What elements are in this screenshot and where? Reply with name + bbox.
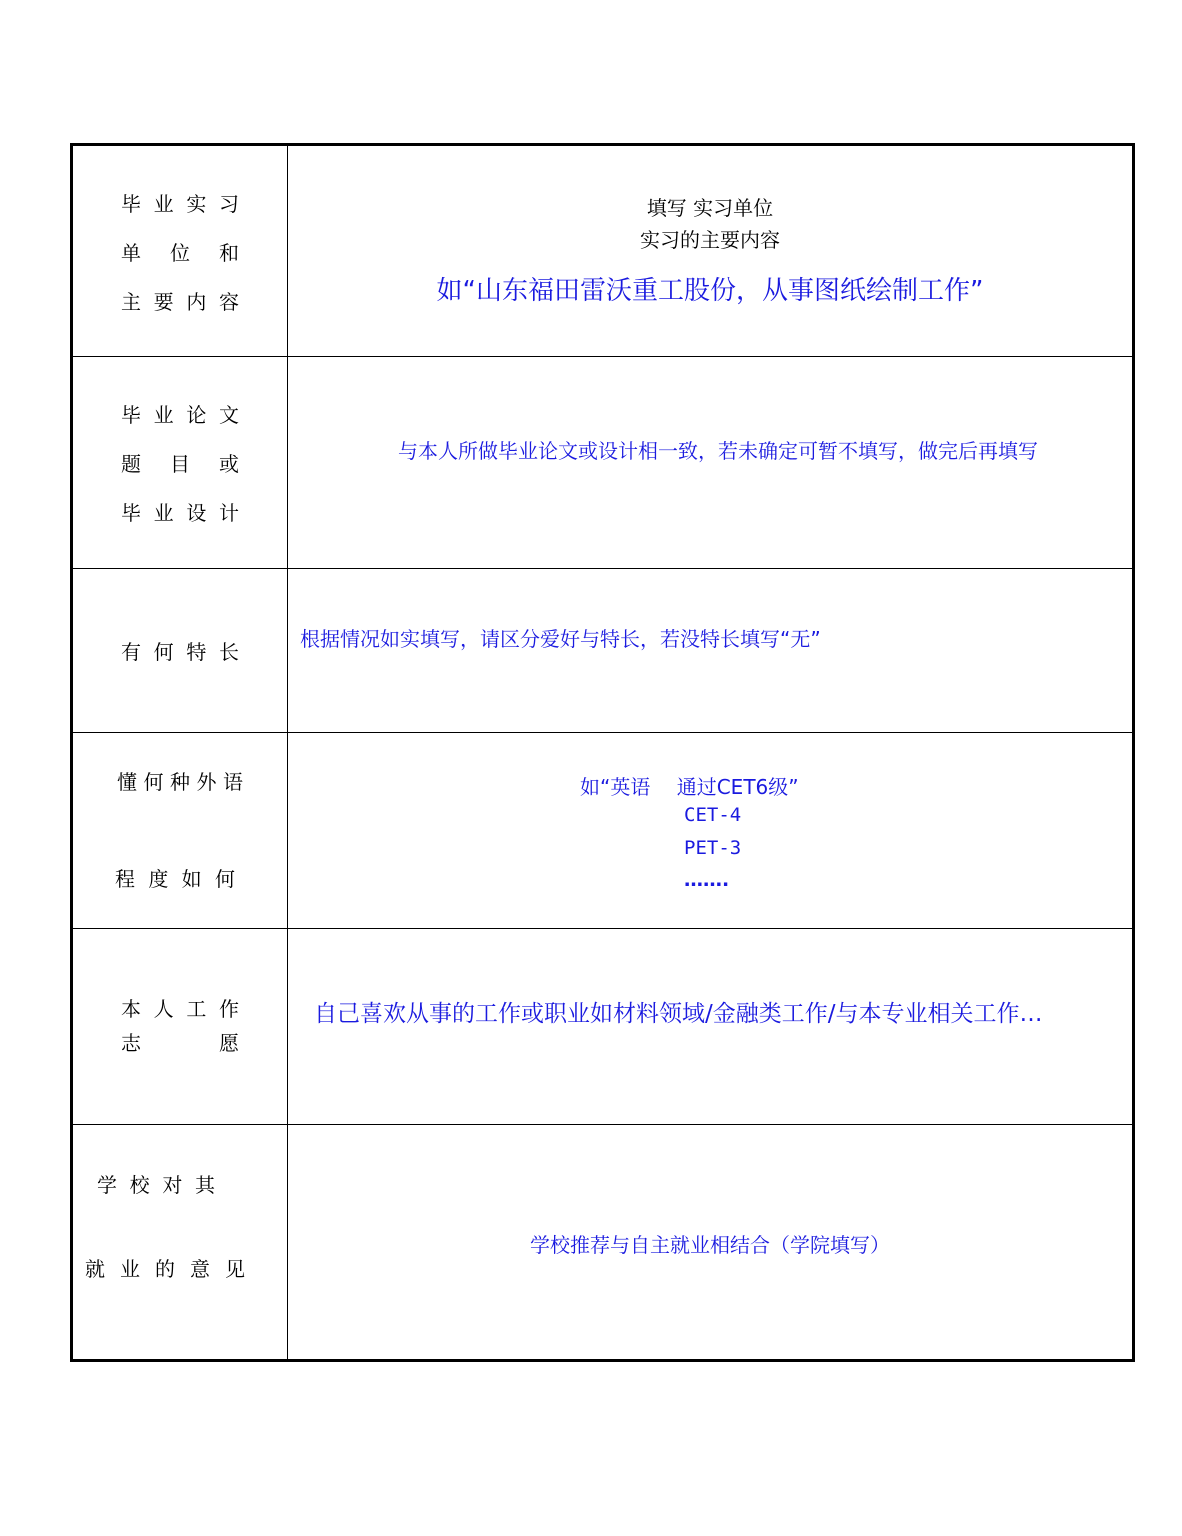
label-language-line2 (115, 867, 235, 891)
label-char: 的 (155, 1257, 175, 1281)
label-char: 有 (121, 640, 141, 664)
career-hint: 自己喜欢从事的工作或职业如材料领域/金融类工作/与本专业相关工作… (314, 1001, 1043, 1027)
field-thesis[interactable] (288, 357, 1134, 569)
internship-hint-line1: 填写 实习单位 (646, 196, 774, 220)
label-internship-line1 (121, 192, 239, 216)
row-internship (72, 145, 1134, 357)
label-char: 业 (120, 1257, 140, 1281)
label-char: 意 (190, 1257, 210, 1281)
label-char: 志 (121, 1031, 141, 1055)
label-language-line1 (117, 770, 243, 794)
label-char: 对 (162, 1173, 183, 1197)
label-char: 愿 (219, 1031, 239, 1055)
language-level-pet3: PET-3 (684, 837, 742, 859)
label-char: 设 (186, 501, 207, 525)
label-char: 内 (186, 290, 207, 314)
label-char: 毕 (121, 192, 141, 216)
label-char: 论 (186, 403, 207, 427)
label-char: 业 (153, 501, 174, 525)
label-char: 要 (153, 290, 174, 314)
label-char: 计 (218, 501, 239, 525)
row-school-opinion (72, 1125, 1134, 1361)
row-language (72, 733, 1134, 929)
label-thesis-line3 (121, 501, 239, 525)
label-char: 文 (218, 403, 239, 427)
label-char: 人 (153, 997, 174, 1021)
language-level-cet4: CET-4 (684, 804, 742, 826)
label-char: 或 (219, 452, 239, 476)
school-opinion-hint: 学校推荐与自主就业相结合（学院填写） (530, 1233, 890, 1257)
field-language[interactable] (288, 733, 1134, 929)
field-school-opinion[interactable] (288, 1125, 1134, 1361)
label-char: 语 (223, 770, 243, 794)
label-char: 度 (148, 867, 169, 891)
field-internship[interactable] (288, 145, 1134, 357)
label-char: 学 (97, 1173, 117, 1197)
label-char: 和 (219, 241, 239, 265)
field-specialty[interactable] (288, 569, 1134, 733)
row-specialty (72, 569, 1134, 733)
label-thesis-line1 (121, 403, 239, 427)
field-career[interactable] (288, 929, 1134, 1125)
label-language (72, 733, 288, 929)
label-internship (72, 145, 288, 357)
label-char: 就 (85, 1257, 105, 1281)
label-char: 实 (186, 192, 207, 216)
label-school-opinion (72, 1125, 288, 1361)
label-thesis (72, 357, 288, 569)
label-char: 懂 (117, 770, 137, 794)
label-char: 习 (218, 192, 239, 216)
label-char: 业 (153, 192, 174, 216)
row-career (72, 929, 1134, 1125)
label-char: 长 (218, 640, 239, 664)
label-char: 本 (121, 997, 141, 1021)
label-char: 何 (143, 770, 164, 794)
label-char: 作 (218, 997, 239, 1021)
row-thesis (72, 357, 1134, 569)
label-char: 何 (153, 640, 174, 664)
label-specialty-line1 (121, 640, 239, 664)
label-char: 程 (115, 867, 135, 891)
label-char: 何 (214, 867, 235, 891)
internship-hint-line2: 实习的主要内容 (640, 228, 780, 252)
label-char: 工 (186, 997, 207, 1021)
label-char: 位 (170, 241, 190, 265)
label-char: 见 (225, 1257, 245, 1281)
language-example: 如“英语 通过CET6级” (580, 775, 799, 799)
thesis-hint: 与本人所做毕业论文或设计相一致，若未确定可暂不填写，做完后再填写 (398, 439, 1038, 463)
internship-example: 如“山东福田雷沃重工股份，从事图纸绘制工作” (436, 276, 984, 306)
label-char: 主 (121, 290, 141, 314)
label-char: 毕 (121, 501, 141, 525)
label-char: 业 (153, 403, 174, 427)
label-char: 种 (170, 770, 190, 794)
label-internship-line2 (121, 241, 239, 265)
label-char: 目 (170, 452, 190, 476)
label-char: 特 (186, 640, 207, 664)
label-specialty (72, 569, 288, 733)
label-school-opinion-line1 (97, 1173, 215, 1197)
label-char: 单 (121, 241, 141, 265)
label-char: 如 (181, 867, 202, 891)
specialty-hint: 根据情况如实填写，请区分爱好与特长，若没特长填写“无” (300, 627, 821, 651)
label-career-line1 (121, 997, 239, 1021)
label-internship-line3 (121, 290, 239, 314)
graduate-info-form (70, 143, 1135, 1362)
label-char: 外 (196, 770, 217, 794)
label-thesis-line2 (121, 452, 239, 476)
language-ellipsis: ……. (684, 869, 730, 891)
label-char: 容 (218, 290, 239, 314)
label-career-line2 (121, 1031, 239, 1055)
label-char: 题 (121, 452, 141, 476)
label-career (72, 929, 288, 1125)
label-char: 校 (129, 1173, 150, 1197)
label-char: 其 (194, 1173, 215, 1197)
label-school-opinion-line2 (85, 1257, 245, 1281)
label-char: 毕 (121, 403, 141, 427)
